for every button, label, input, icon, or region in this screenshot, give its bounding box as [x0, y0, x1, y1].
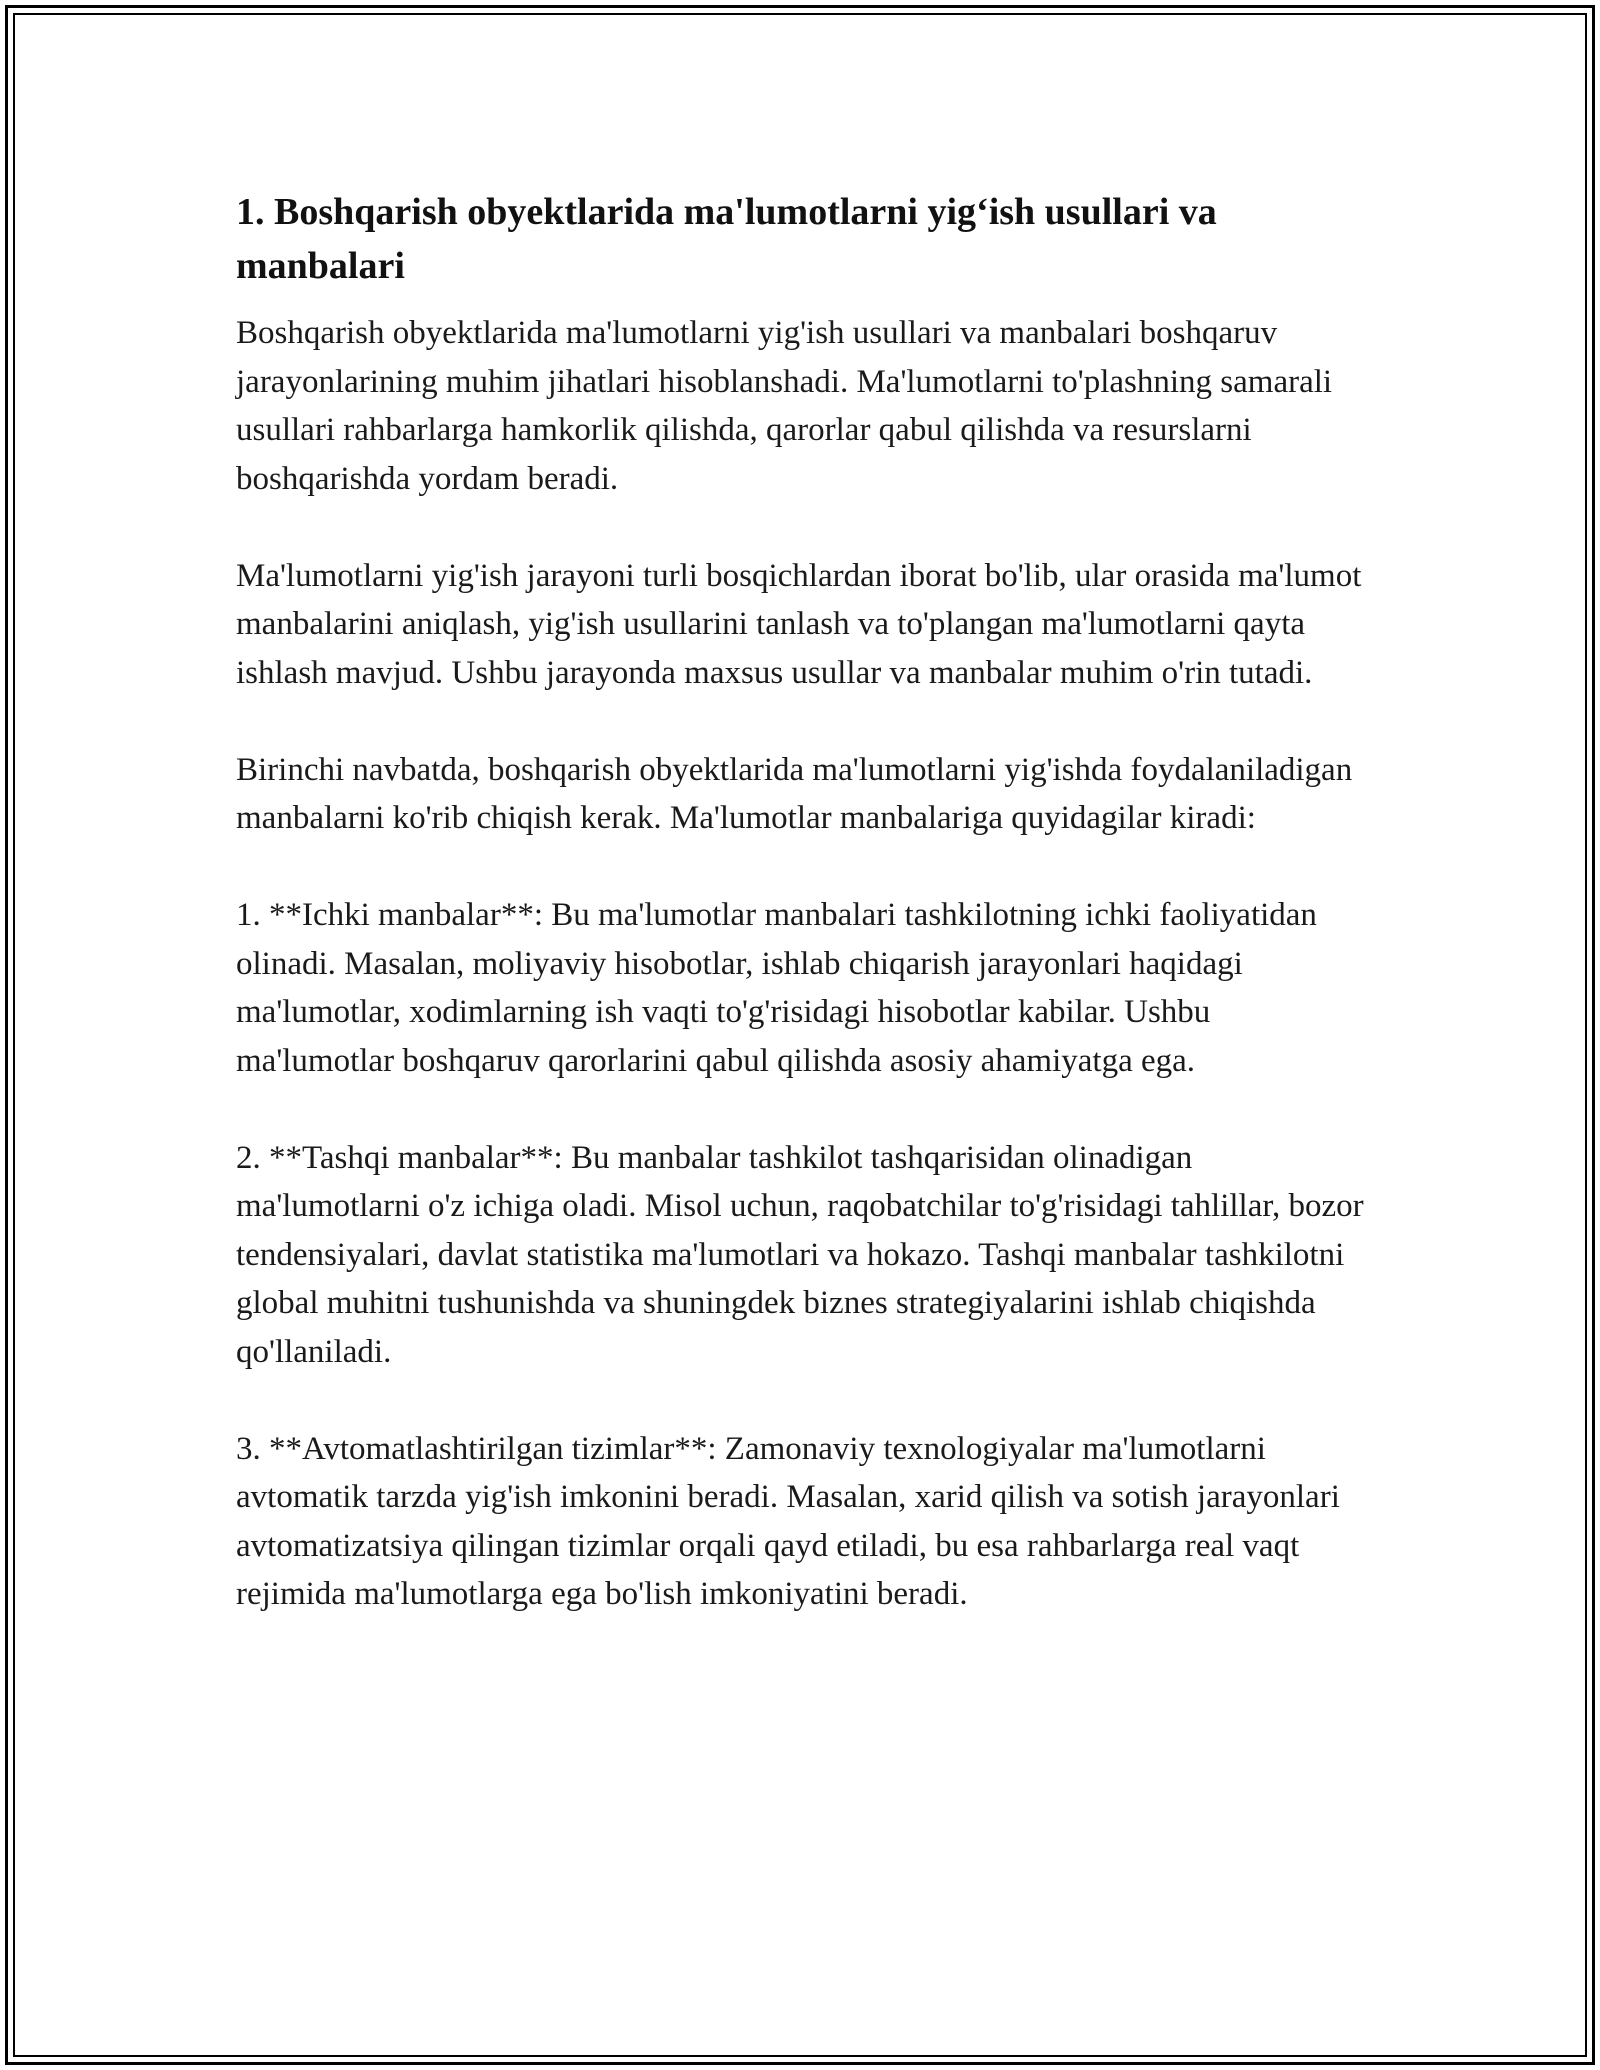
document-body — [236, 185, 1366, 1667]
document-title: 1. Boshqarish obyektlarida ma'lumotlarni yig‘ish usullari va manbalari — [236, 191, 1217, 287]
list-item-internal-sources: 1. **Ichki manbalar**: Bu ma'lumotlar manbalari tashkilotning ichki faoliyatidan olinadi. Masalan, moliyaviy hisobotlar, ishlab chiqarish jarayonlari haqidagi ma'lumotlar, xodimlarning ish vaqti to'g'risidagi hisobotlar kabilar. Ushbu ma'lumotlar boshqaruv qarorlarini qabul qilishda asosiy ahamiyatga ega. — [236, 897, 1317, 1079]
list-item-automated-systems: 3. **Avtomatlashtirilgan tizimlar**: Zamonaviy texnologiyalar ma'lumotlarni avtomatik tarzda yig'ish imkonini beradi. Masalan, xarid qilish va sotish jarayonlari avtomatizatsiya qilingan tizimlar orqali qayd etiladi, bu esa rahbarlarga real vaqt rejimida ma'lumotlarga ega bo'lish imkoniyatini beradi. — [236, 1430, 1340, 1612]
paragraph-sources-intro: Birinchi navbatda, boshqarish obyektlarida ma'lumotlarni yig'ishda foydalaniladigan manbalarni ko'rib chiqish kerak. Ma'lumotlar manbalariga quyidagilar kiradi: — [236, 751, 1353, 836]
list-item-external-sources: 2. **Tashqi manbalar**: Bu manbalar tashkilot tashqarisidan olinadigan ma'lumotlarni o'z ichiga oladi. Misol uchun, raqobatchilar to'g'risidagi tahlillar, bozor tendensiyalari, davlat statistika ma'lumotlari va hokazo. Tashqi manbalar tashkilotni global muhitni tushunishda va shuningdek biznes strategiyalarini ishlab chiqishda qo'llaniladi. — [236, 1139, 1364, 1370]
paragraph-intro: Boshqarish obyektlarida ma'lumotlarni yig'ish usullari va manbalari boshqaruv jarayonlarining muhim jihatlari hisoblanshadi. Ma'lumotlarni to'plashning samarali usullari rahbarlarga hamkorlik qilishda, qarorlar qabul qilishda va resurslarni boshqarishda yordam beradi. — [236, 315, 1333, 497]
paragraph-process: Ma'lumotlarni yig'ish jarayoni turli bosqichlardan iborat bo'lib, ular orasida ma'lumot manbalarini aniqlash, yig'ish usullarini tanlash va to'plangan ma'lumotlarni qayta ishlash mavjud. Ushbu jarayonda maxsus usullar va manbalar muhim o'rin tutadi. — [236, 557, 1362, 691]
